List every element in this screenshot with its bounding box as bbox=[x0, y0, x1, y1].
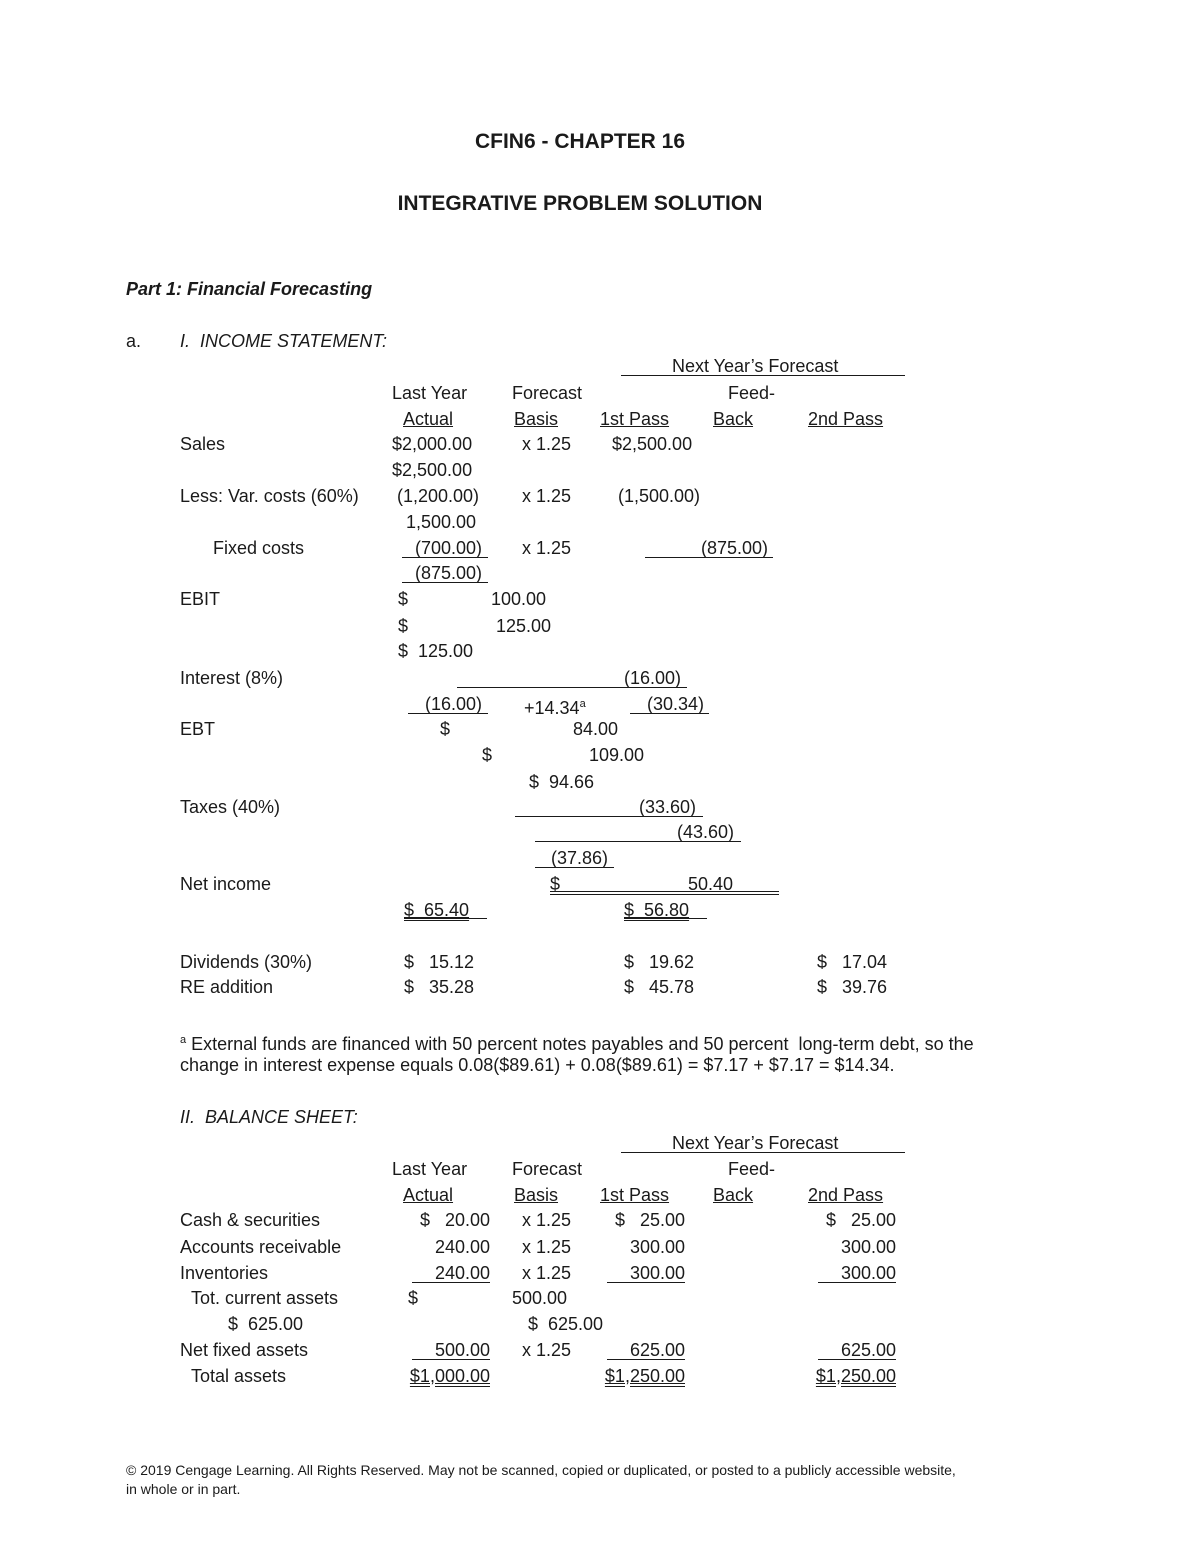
nfa-last-year: 500.00 bbox=[434, 1340, 490, 1360]
col-actual: Actual bbox=[403, 409, 454, 429]
fixed-costs-second-pass: (875.00) bbox=[415, 563, 483, 583]
inventories-label: Inventories bbox=[180, 1263, 269, 1283]
cash-second-pass: $ 25.00 bbox=[825, 1210, 896, 1230]
income-statement-heading: I. INCOME STATEMENT: bbox=[180, 331, 387, 351]
bs-col-first-pass: 1st Pass bbox=[600, 1185, 670, 1205]
interest-first-pass: (16.00) bbox=[624, 668, 682, 688]
total-assets-last-year: $1,000.00 bbox=[409, 1366, 490, 1386]
ebt-label: EBT bbox=[180, 719, 216, 739]
fixed-costs-first-pass: (875.00) bbox=[701, 538, 769, 558]
fixed-costs-last-year: (700.00) bbox=[415, 538, 483, 558]
cash-first-pass: $ 25.00 bbox=[614, 1210, 685, 1230]
ar-second-pass: 300.00 bbox=[840, 1237, 896, 1257]
document-subtitle: INTEGRATIVE PROBLEM SOLUTION bbox=[397, 192, 763, 215]
ebit-second-pass: $ 125.00 bbox=[398, 641, 474, 661]
total-assets-first-pass: $1,250.00 bbox=[604, 1366, 685, 1386]
bs-col-basis: Basis bbox=[514, 1185, 559, 1205]
cash-last-year: $ 20.00 bbox=[419, 1210, 490, 1230]
taxes-label: Taxes (40%) bbox=[180, 797, 281, 817]
net-income-rule-b bbox=[550, 894, 779, 895]
ebt-last-year: 84.00 bbox=[573, 719, 619, 739]
total-assets-label: Total assets bbox=[191, 1366, 287, 1386]
nfa-basis: x 1.25 bbox=[522, 1340, 572, 1360]
re-addition-label: RE addition bbox=[180, 977, 274, 997]
tca-label: Tot. current assets bbox=[191, 1288, 339, 1308]
sales-label: Sales bbox=[180, 434, 226, 454]
total-assets-second-pass: $1,250.00 bbox=[815, 1366, 896, 1386]
re-addition-second-pass: $ 39.76 bbox=[817, 977, 888, 997]
ebit-first-pass: 125.00 bbox=[496, 616, 552, 636]
ebit-last-year: 100.00 bbox=[491, 589, 547, 609]
taxes-first-pass: (43.60) bbox=[677, 822, 735, 842]
nfa-label: Net fixed assets bbox=[180, 1340, 309, 1360]
footnote-line-1: $^a$ External funds are financed with 50 percent notes payables and 50 percent long-term debt, so the bbox=[180, 1034, 974, 1054]
ar-basis: x 1.25 bbox=[522, 1237, 572, 1257]
net-income-label: Net income bbox=[180, 874, 272, 894]
bs-col-feed: Feed- bbox=[728, 1159, 776, 1179]
ebit-dollar-2: $ bbox=[398, 616, 409, 636]
fixed-costs-basis: x 1.25 bbox=[522, 538, 572, 558]
col-basis: Basis bbox=[514, 409, 559, 429]
cash-label: Cash & securities bbox=[180, 1210, 321, 1230]
var-costs-basis: x 1.25 bbox=[522, 486, 572, 506]
var-costs-first-pass: (1,500.00) bbox=[618, 486, 701, 506]
re-addition-last-year: $ 35.28 bbox=[404, 977, 475, 997]
col-first-pass: 1st Pass bbox=[600, 409, 670, 429]
sales-first-pass: $2,500.00 bbox=[612, 434, 693, 454]
ar-label: Accounts receivable bbox=[180, 1237, 342, 1257]
fixed-costs-label: Fixed costs bbox=[213, 538, 305, 558]
dividends-second-pass: $ 17.04 bbox=[817, 952, 888, 972]
sales-second-pass: $2,500.00 bbox=[392, 460, 473, 480]
tca-dollar: $ bbox=[408, 1288, 419, 1308]
net-income-second-pass: $ 56.80 bbox=[624, 900, 690, 920]
dividends-last-year: $ 15.12 bbox=[404, 952, 475, 972]
balance-sheet-heading: II. BALANCE SHEET: bbox=[180, 1107, 358, 1127]
col-second-pass: 2nd Pass bbox=[808, 409, 884, 429]
net-income-first-pass: $ 65.40 bbox=[404, 900, 470, 920]
col-feed: Feed- bbox=[728, 383, 776, 403]
net-income-dollar: $ bbox=[550, 874, 561, 894]
footnote-line-2: change in interest expense equals 0.08($89.61) + 0.08($89.61) = $7.17 + $7.17 = $14.34. bbox=[180, 1055, 895, 1075]
ebit-label: EBIT bbox=[180, 589, 221, 609]
cash-basis: x 1.25 bbox=[522, 1210, 572, 1230]
ebt-second-pass: $ 94.66 bbox=[529, 772, 595, 792]
ebt-dollar-2: $ bbox=[482, 745, 493, 765]
taxes-last-year: (33.60) bbox=[639, 797, 697, 817]
col-last-year: Last Year bbox=[392, 383, 468, 403]
inventories-first-pass: 300.00 bbox=[629, 1263, 685, 1283]
inventories-last-year: 240.00 bbox=[434, 1263, 490, 1283]
ebt-first-pass: 109.00 bbox=[589, 745, 645, 765]
dividends-first-pass: $ 19.62 bbox=[624, 952, 695, 972]
bs-col-last-year: Last Year bbox=[392, 1159, 468, 1179]
copyright-line-1: © 2019 Cengage Learning. All Rights Reserved. May not be scanned, copied or duplicated, or posted to a publicly accessible website, bbox=[126, 1462, 956, 1478]
bs-forecast-header: Next Year’s Forecast bbox=[672, 1133, 839, 1153]
interest-label: Interest (8%) bbox=[180, 668, 284, 688]
forecast-header: Next Year’s Forecast bbox=[672, 356, 839, 376]
nfa-second-pass: 625.00 bbox=[840, 1340, 896, 1360]
ebit-dollar-1: $ bbox=[398, 589, 409, 609]
tca-first-pass: $ 625.00 bbox=[228, 1314, 304, 1334]
item-letter: a. bbox=[126, 331, 142, 351]
ar-last-year: 240.00 bbox=[434, 1237, 490, 1257]
inventories-basis: x 1.25 bbox=[522, 1263, 572, 1283]
sales-basis: x 1.25 bbox=[522, 434, 572, 454]
ar-first-pass: 300.00 bbox=[629, 1237, 685, 1257]
dividends-label: Dividends (30%) bbox=[180, 952, 313, 972]
interest-feedback: +14.34$^a$ bbox=[524, 698, 586, 718]
interest-second-pass: (30.34) bbox=[647, 694, 705, 714]
net-income-second-rule bbox=[624, 918, 707, 919]
bs-col-second-pass: 2nd Pass bbox=[808, 1185, 884, 1205]
net-income-last-year: 50.40 bbox=[688, 874, 734, 894]
var-costs-last-year: (1,200.00) bbox=[397, 486, 480, 506]
col-forecast: Forecast bbox=[512, 383, 583, 403]
inventories-second-pass: 300.00 bbox=[840, 1263, 896, 1283]
var-costs-second-pass: 1,500.00 bbox=[406, 512, 477, 532]
bs-col-actual: Actual bbox=[403, 1185, 454, 1205]
nfa-first-pass: 625.00 bbox=[629, 1340, 685, 1360]
copyright-line-2: in whole or in part. bbox=[126, 1481, 241, 1497]
tca-last-year: 500.00 bbox=[512, 1288, 568, 1308]
part-heading: Part 1: Financial Forecasting bbox=[126, 279, 373, 299]
interest-last-year: (16.00) bbox=[425, 694, 483, 714]
document-title: CFIN6 - CHAPTER 16 bbox=[474, 130, 686, 153]
sales-last-year: $2,000.00 bbox=[392, 434, 473, 454]
re-addition-first-pass: $ 45.78 bbox=[624, 977, 695, 997]
net-income-rule-a bbox=[550, 891, 779, 892]
tca-second-pass: $ 625.00 bbox=[528, 1314, 604, 1334]
taxes-second-pass: (37.86) bbox=[551, 848, 609, 868]
net-income-first-rule bbox=[404, 918, 487, 919]
bs-col-back: Back bbox=[713, 1185, 754, 1205]
col-back: Back bbox=[713, 409, 754, 429]
ebt-dollar-1: $ bbox=[440, 719, 451, 739]
var-costs-label: Less: Var. costs (60%) bbox=[180, 486, 359, 506]
bs-col-forecast: Forecast bbox=[512, 1159, 583, 1179]
